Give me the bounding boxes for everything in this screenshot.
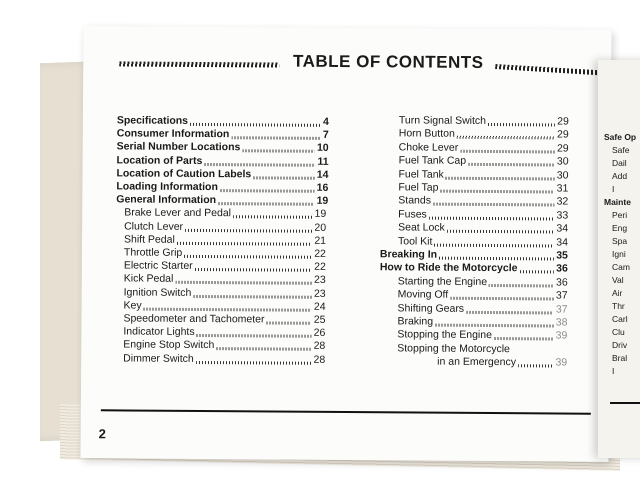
toc-entry-page: 34 <box>556 222 569 235</box>
right-page-text-fragment: Cam <box>612 262 630 272</box>
dot-leader <box>489 284 554 287</box>
toc-entry <box>398 195 568 209</box>
toc-entry <box>124 260 326 274</box>
footer-rule <box>101 409 591 414</box>
dot-leader <box>457 136 555 140</box>
toc-entry-page: 33 <box>556 209 569 222</box>
toc-entry <box>398 302 568 316</box>
toc-entry-page: 39 <box>555 356 568 369</box>
toc-entry-label: Fuel Tank Cap <box>398 154 467 168</box>
right-page-text-fragment: Carl <box>612 314 628 324</box>
dot-leader <box>190 123 321 127</box>
dot-leader <box>242 150 315 154</box>
toc-entry-label: Horn Button <box>398 127 455 141</box>
toc-entry-label: Fuses <box>398 208 427 221</box>
right-page-text-fragment: I <box>612 184 615 194</box>
toc-entry-label: Consumer Information <box>116 127 230 141</box>
toc-entry-label: How to Ride the Motorcycle <box>379 261 518 275</box>
toc-entry-label: Clutch Lever <box>124 220 184 233</box>
toc-entry <box>124 207 326 221</box>
dot-leader <box>220 189 315 193</box>
toc-entry-label: Kick Pedal <box>123 272 174 286</box>
title-decoration-left <box>119 61 279 67</box>
dot-leader <box>204 163 315 167</box>
dot-leader <box>518 364 554 367</box>
toc-entry-page: 38 <box>555 316 568 329</box>
right-page-text-fragment: I <box>612 366 615 376</box>
toc-entry <box>124 220 326 234</box>
toc-entry-label: Specifications <box>116 114 189 127</box>
toc-entry-page: 36 <box>556 262 568 275</box>
right-page-text-fragment: Val <box>612 275 624 285</box>
toc-entry <box>398 222 568 236</box>
toc-entry-label: Shift Pedal <box>123 233 175 246</box>
toc-entry-label: Fuel Tap <box>398 181 439 194</box>
toc-entry-label: Electric Starter <box>123 259 193 273</box>
toc-entry-label: Moving Off <box>397 288 449 301</box>
dot-leader <box>429 216 555 220</box>
dot-leader <box>440 190 554 194</box>
toc-entry <box>116 180 328 194</box>
toc-entry-page: 10 <box>316 142 329 155</box>
toc-entry <box>123 352 325 366</box>
toc-entry-label: Location of Parts <box>116 153 203 167</box>
page-number: 2 <box>98 426 106 442</box>
toc-entry-page: 11 <box>317 155 329 168</box>
toc-entry <box>124 233 326 247</box>
toc-entry-page: 22 <box>314 247 326 260</box>
toc-entry <box>398 208 568 222</box>
toc-entry-label: Stopping the Engine <box>397 328 492 342</box>
toc-entry-label: Ignition Switch <box>123 286 192 299</box>
toc-entry-label: Indicator Lights <box>123 325 195 339</box>
dot-leader <box>253 176 315 179</box>
toc-entry-label: Throttle Grip <box>123 246 183 259</box>
dot-leader <box>218 202 315 206</box>
dot-leader <box>231 136 321 140</box>
manual-page-right <box>598 60 640 458</box>
toc-entry-page: 39 <box>555 329 568 342</box>
dot-leader <box>488 123 555 126</box>
right-page-text-fragment: Safe Op <box>604 132 637 142</box>
toc-entry-page: 37 <box>555 289 568 302</box>
toc-entry-label: Stands <box>398 194 432 207</box>
dot-leader <box>450 297 554 301</box>
toc-entry-page: 30 <box>556 155 569 168</box>
toc-entry <box>117 128 329 142</box>
right-page-text-fragment: Igni <box>612 249 626 259</box>
dot-leader <box>193 295 312 299</box>
toc-entry-page: 31 <box>556 182 569 195</box>
toc-entry-label: General Information <box>116 193 217 207</box>
toc-entry <box>380 262 568 276</box>
dot-leader <box>466 310 554 314</box>
toc-entry-page: 37 <box>555 303 568 316</box>
page-title: TABLE OF CONTENTS <box>292 51 484 72</box>
toc-entry-page: 7 <box>322 129 329 142</box>
title-row <box>119 50 585 77</box>
toc-entry-label: Tool Kit <box>397 234 433 248</box>
toc-entry-label: Braking <box>397 315 434 328</box>
dot-leader <box>197 334 312 338</box>
toc-entry-page: 28 <box>313 340 326 353</box>
toc-entry-label: Key <box>123 299 142 312</box>
dot-leader <box>446 176 555 180</box>
toc-entry-page: 26 <box>313 326 326 340</box>
right-page-text-fragment: Bral <box>612 353 628 363</box>
right-page-text-fragment: Add <box>612 171 628 181</box>
toc-entry-label: Stopping the Motorcycle <box>397 342 510 355</box>
toc-entry <box>123 326 325 340</box>
toc-entry <box>380 248 568 262</box>
right-page-text-fragment: Driv <box>612 340 628 350</box>
toc-entry <box>398 168 568 182</box>
toc-entry-page: 29 <box>556 142 569 155</box>
right-page-text-fragment: Air <box>612 288 623 298</box>
right-page-text-fragment: Eng <box>612 223 628 233</box>
dot-leader <box>233 216 313 220</box>
toc-entry-page: 4 <box>322 115 329 128</box>
toc-entry-page: 25 <box>313 313 326 326</box>
toc-entry-page: 20 <box>314 221 327 234</box>
toc-entry <box>399 114 569 128</box>
toc-entry <box>123 312 325 326</box>
right-page-text-fragment: Thr <box>612 301 625 311</box>
toc-entry-label: Starting the Engine <box>397 275 488 288</box>
toc-entry-page: 28 <box>313 353 326 366</box>
toc-entry-page: 29 <box>557 128 569 141</box>
dot-leader <box>267 321 312 324</box>
toc-entry-label: Brake Lever and Pedal <box>124 206 232 220</box>
toc-entry-label: Loading Information <box>116 180 218 194</box>
dot-leader <box>439 257 554 261</box>
dot-leader <box>195 268 312 272</box>
toc-entry <box>117 154 329 168</box>
toc-entry <box>398 235 568 249</box>
right-page-text-fragment: Mainte <box>604 197 631 207</box>
toc-entry-label: Dimmer Switch <box>123 352 194 365</box>
dot-leader <box>434 243 554 247</box>
toc-entry <box>397 342 567 356</box>
toc-entry <box>398 275 568 289</box>
toc-entry-label: Fuel Tank <box>398 167 444 181</box>
dot-leader <box>196 361 312 365</box>
toc-entry <box>398 289 568 303</box>
right-page-text-fragment: Spa <box>612 236 628 246</box>
toc-entry <box>124 286 326 300</box>
toc-entry-page: 30 <box>556 169 569 182</box>
toc-entry-label: Speedometer and Tachometer <box>123 312 265 326</box>
toc-entry-label: Engine Stop Switch <box>123 338 215 352</box>
dot-leader <box>177 242 313 246</box>
right-page-text-fragment: Peri <box>612 210 628 220</box>
toc-entry-label: Serial Number Locations <box>116 140 241 154</box>
toc-entry-label: Choke Lever <box>398 141 459 154</box>
toc-entry-label: Turn Signal Switch <box>398 114 487 127</box>
toc-entry-label: Location of Caution Labels <box>116 167 252 181</box>
toc-entry <box>437 356 567 370</box>
toc-entry <box>399 128 569 142</box>
toc-entry-page: 24 <box>313 300 326 313</box>
toc-entry <box>117 114 329 128</box>
toc-entry <box>124 246 326 260</box>
toc-entry <box>124 299 326 313</box>
dot-leader <box>216 347 311 351</box>
dot-leader <box>468 163 555 167</box>
toc-entry-page: 16 <box>316 181 329 194</box>
toc-entry-page: 21 <box>314 234 327 247</box>
toc-entry-label: in an Emergency <box>437 355 517 369</box>
toc-entry-page: 23 <box>313 287 326 300</box>
right-page-text-fragment: Dail <box>612 158 627 168</box>
toc-entry <box>397 329 567 343</box>
right-page-text-fragment: Safe <box>612 145 630 155</box>
dot-leader <box>184 255 312 259</box>
toc-entry <box>398 181 568 195</box>
toc-entry-label: Seat Lock <box>398 221 445 234</box>
toc-entry-page: 34 <box>556 236 569 249</box>
right-page-footer-rule <box>610 402 640 404</box>
toc-entry-label: Breaking In <box>379 248 438 261</box>
dot-leader <box>494 337 554 340</box>
toc-entry-page: 35 <box>556 249 568 262</box>
toc-entry <box>399 141 569 155</box>
toc-entry-page: 32 <box>556 195 569 208</box>
toc-entry <box>123 339 325 353</box>
toc-entry <box>116 167 328 181</box>
toc-entry-page: 36 <box>556 276 568 289</box>
dot-leader <box>144 307 312 311</box>
right-page-text-fragment: Clu <box>612 327 625 337</box>
dot-leader <box>185 228 312 232</box>
dot-leader <box>435 324 554 328</box>
toc-entry-page: 19 <box>316 194 329 208</box>
toc-entry <box>117 141 329 155</box>
toc-entry <box>397 315 567 329</box>
toc-entry-page: 14 <box>316 168 329 181</box>
dot-leader <box>175 281 312 285</box>
title-decoration-right <box>495 64 611 76</box>
toc-entry <box>124 273 326 287</box>
dot-leader <box>447 230 555 234</box>
manual-page-left <box>80 26 611 462</box>
dot-leader <box>519 271 554 274</box>
dot-leader <box>433 203 555 207</box>
toc-entry-page: 22 <box>314 260 326 274</box>
toc-entry-page: 19 <box>314 208 327 221</box>
toc-entry <box>116 194 328 208</box>
toc-entry-label: Shifting Gears <box>397 301 465 315</box>
toc-entry-page: 29 <box>557 115 569 128</box>
toc-entry <box>399 155 569 169</box>
toc-entry-page: 23 <box>314 274 326 287</box>
dot-leader <box>460 150 555 154</box>
